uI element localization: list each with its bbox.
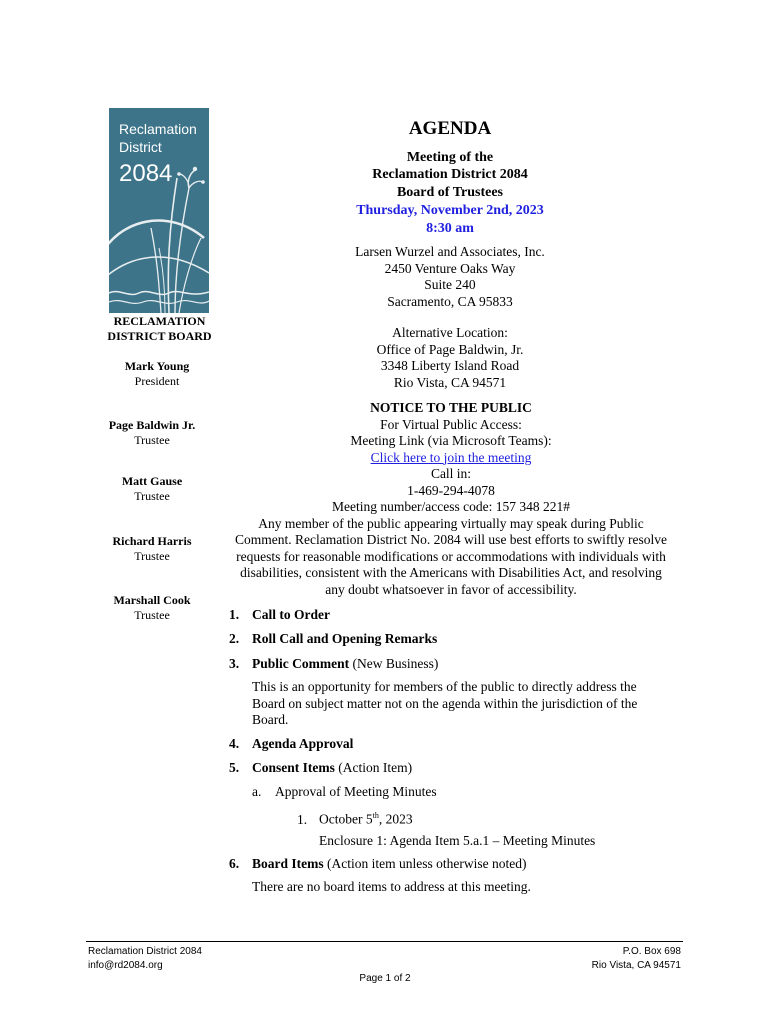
- member-name: Richard Harris: [112, 534, 192, 548]
- notice-body-line: disabilities, consistent with the Americans with Disabilities Act, and resolving: [240, 565, 662, 580]
- location-line: Suite 240: [424, 277, 476, 292]
- alt-location-line: 3348 Liberty Island Road: [380, 358, 520, 373]
- logo-text-line1: Reclamation: [119, 121, 197, 137]
- notice-phone: 1-469-294-4078: [407, 482, 495, 498]
- item-note: (Action Item): [334, 760, 413, 775]
- member-name: Page Baldwin Jr.: [108, 418, 196, 432]
- member-name: Matt Gause: [121, 474, 183, 488]
- notice-body-line: Comment. Reclamation District No. 2084 will use best efforts to swiftly resolve: [234, 532, 668, 547]
- subitem-date-year: , 2023: [378, 811, 413, 827]
- logo-text-line2: District: [119, 139, 162, 155]
- paragraph-line: Board.: [252, 712, 289, 727]
- notice-virtual: For Virtual Public Access:: [380, 416, 522, 432]
- join-meeting-link[interactable]: Click here to join the meeting: [370, 449, 532, 465]
- member-role: Trustee: [134, 489, 170, 503]
- agenda-item: [229, 759, 412, 776]
- agenda-item: [229, 735, 353, 752]
- notice-body-line: any doubt whatsoever in favor of accessibility.: [325, 581, 577, 597]
- meeting-of: Meeting of the: [406, 150, 494, 165]
- agenda-item: [229, 655, 438, 672]
- board-name: Board of Trustees: [396, 185, 504, 200]
- logo-text-number: 2084: [119, 160, 173, 187]
- public-notice: [225, 400, 677, 598]
- district-name: Reclamation District 2084: [372, 167, 528, 182]
- alt-location-line: Rio Vista, CA 94571: [393, 374, 507, 390]
- board-member: [87, 534, 217, 564]
- enclosure-reference: Enclosure 1: Agenda Item 5.a.1 – Meeting Minutes: [319, 833, 596, 848]
- item-title: Call to Order: [252, 607, 330, 622]
- notice-body-line: Any member of the public appearing virtually may speak during Public: [258, 515, 644, 531]
- notice-call-in: Call in:: [430, 466, 472, 481]
- footer-email: info@rd2084.org: [88, 960, 163, 971]
- item-title: Board Items: [252, 856, 324, 871]
- board-member: [87, 418, 217, 448]
- agenda-item: [229, 630, 437, 647]
- member-name: Mark Young: [124, 359, 190, 373]
- member-role: President: [134, 374, 180, 388]
- location-line: Sacramento, CA 95833: [387, 293, 513, 309]
- page-number: Page 1 of 2: [359, 973, 411, 984]
- footer-po-box: P.O. Box 698: [622, 946, 681, 957]
- item-number: 6.: [229, 856, 240, 871]
- page-title: AGENDA: [408, 118, 492, 139]
- consent-subitem-a: [252, 783, 437, 800]
- footer-right: [520, 945, 681, 973]
- agenda-item: [229, 855, 526, 872]
- footer-left: [88, 945, 202, 973]
- board-heading-line1: RECLAMATION: [113, 314, 206, 328]
- agenda-item: [229, 606, 330, 623]
- paragraph-line: This is an opportunity for members of the public to directly address the: [252, 679, 637, 694]
- item-number: 3.: [229, 656, 240, 671]
- notice-access-code: Meeting number/access code: 157 348 221#: [331, 499, 571, 514]
- footer-org-name: Reclamation District 2084: [88, 946, 202, 957]
- item-number: 2.: [229, 631, 240, 646]
- board-member: [92, 359, 222, 389]
- board-heading-line2: DISTRICT BOARD: [107, 329, 212, 343]
- location-line: 2450 Venture Oaks Way: [384, 260, 516, 276]
- meeting-time: 8:30 am: [426, 221, 474, 236]
- board-member: [87, 474, 217, 504]
- notice-heading: NOTICE TO THE PUBLIC: [370, 400, 532, 415]
- alternative-location: [290, 325, 610, 391]
- item-title: Public Comment: [252, 656, 350, 671]
- item-number: 4.: [229, 736, 240, 751]
- board-items-description: There are no board items to address at this meeting.: [252, 879, 531, 894]
- item-number: 1.: [229, 607, 240, 622]
- public-comment-description: [252, 679, 662, 729]
- member-name: Marshall Cook: [113, 593, 191, 607]
- subitem-text: Approval of Meeting Minutes: [275, 784, 437, 799]
- consent-subitem-1: [297, 807, 413, 828]
- district-logo: [109, 108, 209, 313]
- notice-body-line: requests for reasonable modifications or accommodations with individuals with: [236, 548, 666, 564]
- subitem-date-suffix: th: [372, 811, 379, 820]
- item-number: 5.: [229, 760, 240, 775]
- paragraph-line: Board on subject matter not on the agenda within the jurisdiction of the: [252, 695, 638, 711]
- alt-location-line: Office of Page Baldwin, Jr.: [376, 341, 524, 357]
- member-role: Trustee: [134, 433, 170, 447]
- item-title: Consent Items: [252, 760, 335, 775]
- item-note: (New Business): [349, 656, 439, 671]
- board-member: [87, 593, 217, 623]
- meeting-date: Thursday, November 2nd, 2023: [356, 203, 544, 218]
- item-title: Roll Call and Opening Remarks: [252, 631, 438, 646]
- member-role: Trustee: [134, 549, 170, 563]
- meeting-location: [290, 244, 610, 310]
- board-heading: [92, 314, 227, 344]
- member-role: Trustee: [134, 608, 170, 622]
- location-line: Larsen Wurzel and Associates, Inc.: [355, 244, 545, 259]
- subitem-marker: 1.: [297, 811, 308, 827]
- notice-link-label: Meeting Link (via Microsoft Teams):: [350, 433, 552, 448]
- footer-divider: [86, 941, 683, 942]
- alt-location-line: Alternative Location:: [392, 325, 508, 340]
- item-title: Agenda Approval: [252, 736, 354, 751]
- subitem-date: October 5: [319, 811, 373, 827]
- footer-city: Rio Vista, CA 94571: [591, 960, 681, 971]
- subitem-marker: a.: [252, 784, 262, 799]
- item-note: (Action item unless otherwise noted): [323, 856, 527, 871]
